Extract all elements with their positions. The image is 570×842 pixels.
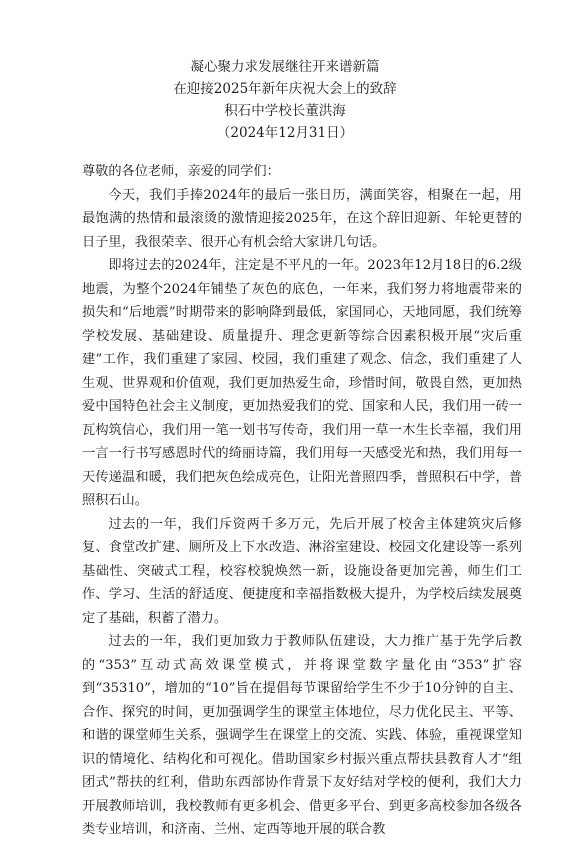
speech-header bbox=[0, 56, 570, 144]
paragraph: 即将过去的2024年，注定是不平凡的一年。2023年12月18日的6.2级地震，为整个2024年铺垫了灰色的底色，一年来，我们努力将地震带来的损失和“后地震”时期带来的影响降到最低，家国同心，天地同愿，我们统筹学校发展、基础建设、质量提升、理念更新等综合因素积极开展“灾后重建”工作，我们重建了家园、校园，我们重建了观念、信念，我们重建了人生观、世界观和价值观，我们更加热爱生命，珍惜时间，敬畏自然，更加热爱中国特色社会主义制度，更加热爱我们的党、国家和人民，我们用一砖一瓦构筑信心，我们用一笔一划书写传奇，我们用一草一木生长幸福，我们用一言一行书写感恩时代的绮丽诗篇，我们用每一天感受光和热，我们用每一天传递温和暖，我们把灰色绘成亮色，让阳光普照四季，普照积石中学，普照积石山。 bbox=[82, 258, 522, 508]
speech-body bbox=[82, 160, 522, 842]
speaker-line: 积石中学校长董洪海 bbox=[224, 103, 346, 119]
paragraph: 过去的一年，我们斥资两千多万元，先后开展了校舍主体建筑灾后修复、食堂改扩建、厕所及上下水改造、淋浴室建设、校园文化建设等一系列基础性、突破式工程，校容校貌焕然一新，设施设备更加完善，师生们工作、学习、生活的舒适度、便捷度和幸福指数极大提升，为学校后续发展奠定了基础，积蓄了潜力。 bbox=[82, 516, 522, 626]
speech-subtitle: 在迎接2025年新年庆祝大会上的致辞 bbox=[173, 81, 397, 97]
paragraph: 过去的一年，我们更加致力于教师队伍建设，大力推广基于先学后教的“353”互动式高效课堂模式，并将课堂数字量化由“353”扩容到“35310”，增加的“10”旨在提倡每节课留给学生不少于10分钟的自主、合作、探究的时间，更加强调学生的课堂主体地位，尽力优化民主、平等、和谐的课堂师生关系，强调学生在课堂上的交流、实践、体验，重视课堂知识的情境化、结构化和可视化。借助国家乡村振兴重点帮扶县教育人才“组团式”帮扶的红利，借助东西部协作背景下友好结对学校的便利，我们大力开展教师培训，我校教师有更多机会、借更多平台、到更多高校参加各级各类专业培训，和济南、兰州、定西等地开展的联合教 bbox=[82, 634, 522, 837]
speech-date: （2024年12月31日） bbox=[216, 125, 354, 141]
paragraph: 今天，我们手捧2024年的最后一张日历，满面笑容，相聚在一起，用最饱满的热情和最滚烫的激情迎接2025年，在这个辞旧迎新、年轮更替的日子里，我很荣幸、很开心有机会给大家讲几句话。 bbox=[82, 187, 522, 250]
speech-title: 凝心聚力求发展继往开来谱新篇 bbox=[190, 59, 380, 75]
salutation: 尊敬的各位老师，亲爱的同学们： bbox=[82, 164, 280, 179]
